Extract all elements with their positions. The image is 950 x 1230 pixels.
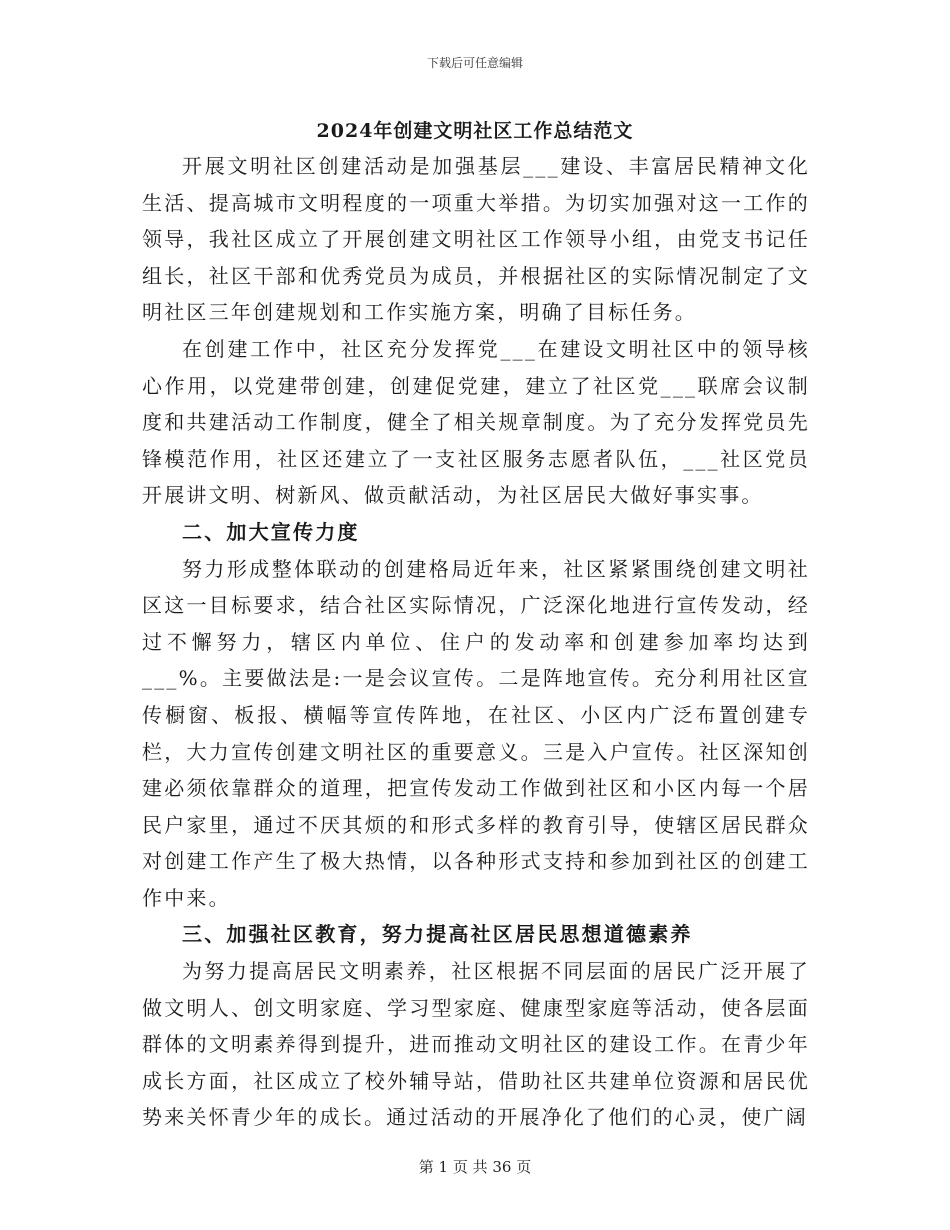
header-note: 下载后可任意编辑 bbox=[426, 56, 523, 70]
document-title: 2024年创建文明社区工作总结范文 bbox=[316, 120, 634, 142]
body-paragraph: 在创建工作中，社区充分发挥党___在建设文明社区中的领导核心作用，以党建带创建，创建促党建，建立了社区党___联席会议制度和共建活动工作制度，健全了相关规章制度。为了充分发挥党员先锋模范作用，社区还建立了一支社区服务志愿者队伍，___社区党员开展讲文明、树新风、做贡献活动，为社区居民大做好事实事。 bbox=[142, 336, 810, 508]
section-heading: 二、加大宣传力度 bbox=[182, 519, 360, 544]
document-body bbox=[142, 148, 810, 1136]
section-heading: 三、加强社区教育，努力提高社区居民思想道德素养 bbox=[182, 922, 693, 947]
body-paragraph: 开展文明社区创建活动是加强基层___建设、丰富居民精神文化生活、提高城市文明程度的一项重大举措。为切实加强对这一工作的领导，我社区成立了开展创建文明社区工作领导小组，由党支书记任组长，社区干部和优秀党员为成员，并根据社区的实际情况制定了文明社区三年创建规划和工作实施方案，明确了目标任务。 bbox=[142, 154, 810, 325]
body-paragraph: 努力形成整体联动的创建格局近年来，社区紧紧围绕创建文明社区这一目标要求，结合社区实际情况，广泛深化地进行宣传发动，经过不懈努力，辖区内单位、住户的发动率和创建参加率均达到___%。主要做法是:一是会议宣传。二是阵地宣传。充分利用社区宣传橱窗、板报、横幅等宣传阵地，在社区、小区内广泛布置创建专栏，大力宣传创建文明社区的重要意义。三是入户宣传。社区深知创建必须依靠群众的道理，把宣传发动工作做到社区和小区内每一个居民户家里，通过不厌其烦的和形式多样的教育引导，使辖区居民群众对创建工作产生了极大热情，以各种形式支持和参加到社区的创建工作中来。 bbox=[142, 556, 810, 910]
body-paragraph: 为努力提高居民文明素养，社区根据不同层面的居民广泛开展了做文明人、创文明家庭、学习型家庭、健康型家庭等活动，使各层面群体的文明素养得到提升，进而推动文明社区的建设工作。在青少年成长方面，社区成立了校外辅导站，借助社区共建单位资源和居民优势来关怀青少年的成长。通过活动的开展净化了他们的心灵，使广阔 bbox=[142, 959, 810, 1130]
page-number: 第 1 页 共 36 页 bbox=[418, 1158, 532, 1176]
